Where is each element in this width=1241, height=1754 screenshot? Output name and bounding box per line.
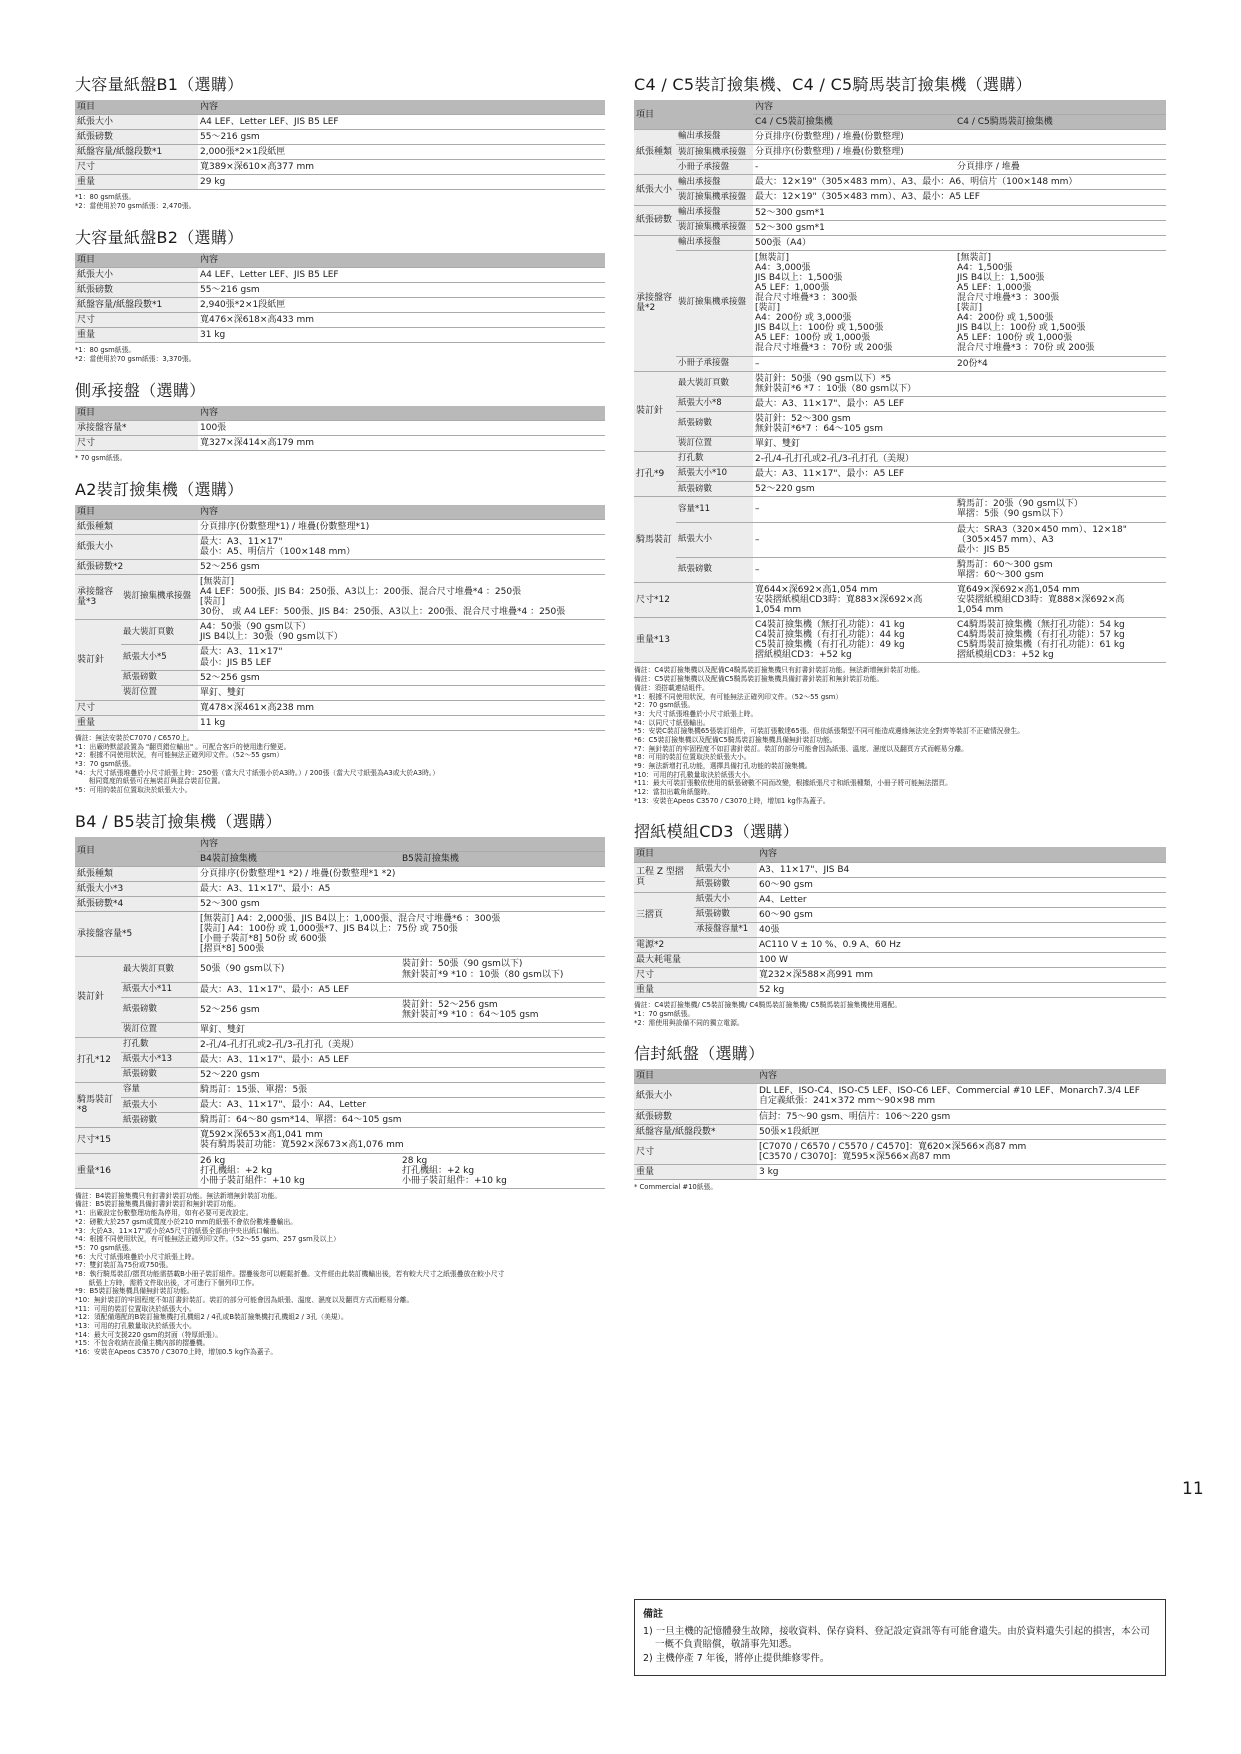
footnotes: *1：80 gsm紙張。 *2：當使用於70 gsm紙張：3,370張。 bbox=[75, 346, 196, 363]
table-row: 紙張磅數 – 騎馬訂：60～300 gsm 單摺：60～300 gsm bbox=[634, 557, 1166, 582]
remarks-title: 備註 bbox=[643, 1609, 663, 1620]
spec-table-folder-cd3 bbox=[634, 847, 1166, 998]
table-row: 尺寸 寬478×深461×高238 mm bbox=[75, 700, 605, 715]
header-item: 項目 bbox=[634, 847, 757, 862]
header-content: 內容 bbox=[198, 837, 605, 852]
table-row: 紙張大小*8 最大：A3、11×17"、最小：A5 LEF bbox=[634, 396, 1166, 411]
table-row: 尺寸*12 寬644×深692×高1,054 mm 安裝摺紙模組CD3時：寬883×深692×高 1,054 mm 寬649×深692×高1,054 mm 安裝摺紙模組CD3時：寬888×深692×高 1,054 mm bbox=[634, 582, 1166, 617]
table-row: 紙張大小 DL LEF、ISO-C4、ISO-C5 LEF、ISO-C6 LEF、Commercial #10 LEF、Monarch7.3/4 LEF 自定義紙張：241×372 mm～90×98 mm bbox=[634, 1084, 1166, 1109]
table-row: 尺寸 寬327×深414×高179 mm bbox=[75, 435, 605, 450]
table-row: 紙張大小*11 最大：A3、11×17"、最小：A5 LEF bbox=[75, 982, 605, 997]
spec-table-envelope-tray bbox=[634, 1069, 1166, 1180]
section-c4-c5-finisher bbox=[634, 72, 1166, 805]
section-title: B4 / B5裝訂撿集機（選購） bbox=[75, 811, 282, 831]
table-row: 紙張磅數 信封：75～90 gsm、明信片：106～220 gsm bbox=[634, 1109, 1166, 1124]
spec-table-b2 bbox=[75, 253, 605, 343]
table-row: 裝訂針 最大裝訂頁數 A4：50張（90 gsm以下） JIS B4以上：30張（90 gsm以下） bbox=[75, 620, 605, 645]
header-c4c5: C4 / C5裝訂撿集機 bbox=[753, 115, 955, 130]
table-row: 紙張大小*10 最大：A3、11×17"、最小：A5 LEF bbox=[634, 467, 1166, 482]
header-content: 內容 bbox=[198, 253, 605, 268]
table-row: 尺寸 [C7070 / C6570 / C5570 / C4570]：寬620×深566×高87 mm [C3570 / C3070]：寬595×深566×高87 mm bbox=[634, 1139, 1166, 1164]
table-row: 紙張磅數 52～220 gsm bbox=[75, 1068, 605, 1083]
section-b1 bbox=[75, 72, 605, 211]
section-title: 信封紙盤（選購） bbox=[634, 1044, 765, 1064]
section-a2-finisher bbox=[75, 477, 605, 795]
remarks-box bbox=[634, 1599, 1166, 1676]
section-title: 摺紙模組CD3（選購） bbox=[634, 822, 799, 842]
page-number: 11 bbox=[1182, 1479, 1204, 1499]
footnotes: *1：80 gsm紙張。 *2：當使用於70 gsm紙張：2,470張。 bbox=[75, 193, 196, 211]
section-b4-b5-finisher bbox=[75, 809, 605, 1357]
table-row: 裝訂位置 單釘、雙釘 bbox=[75, 685, 605, 700]
table-row: 紙張大小*5 最大：A3、11×17" 最小：JIS B5 LEF bbox=[75, 645, 605, 670]
table-row: 承接盤容量* 100張 bbox=[75, 420, 605, 435]
table-row: 紙張大小 A4 LEF、Letter LEF、JIS B5 LEF bbox=[75, 267, 605, 282]
table-row: 裝訂位置 單釘、雙釘 bbox=[634, 437, 1166, 452]
table-row: 紙張磅數*2 52～256 gsm bbox=[75, 559, 605, 574]
header-item: 項目 bbox=[75, 406, 198, 421]
section-side-tray bbox=[75, 378, 605, 463]
table-row: 紙張種類 分頁排序(份數整理*1 *2) / 堆疊(份數整理*1 *2) bbox=[75, 866, 605, 881]
table-row: 重量*16 26 kg 打孔機組：+2 kg 小冊子裝訂組件：+10 kg 28 kg 打孔機組：+2 kg 小冊子裝訂組件：+10 kg bbox=[75, 1153, 605, 1188]
table-row: 重量 3 kg bbox=[634, 1164, 1166, 1179]
spec-table-b4-b5-finisher bbox=[75, 837, 605, 1189]
table-row: 紙張種類 分頁排序(份數整理*1) / 堆疊(份數整理*1) bbox=[75, 519, 605, 534]
table-row: 工程 Z 型摺頁 紙張大小 A3、11×17"、JIS B4 bbox=[634, 862, 1166, 877]
table-row: 裝訂位置 單釘、雙釘 bbox=[75, 1022, 605, 1037]
footnotes: * Commercial #10紙張。 bbox=[634, 1182, 718, 1191]
table-row: 重量 29 kg bbox=[75, 175, 605, 190]
header-item: 項目 bbox=[75, 505, 198, 520]
table-row: 騎馬裝訂*8 容量 騎馬訂：15張、單摺：5張 bbox=[75, 1083, 605, 1098]
header-b4: B4裝訂撿集機 bbox=[198, 851, 400, 866]
section-envelope-tray bbox=[634, 1041, 1166, 1191]
table-row: 最大耗電量 100 W bbox=[634, 952, 1166, 967]
table-row: 承接盤容量*5 [無裝訂] A4：2,000張、JIS B4以上：1,000張、混合尺寸堆疊*6 ：300張 [裝訂] A4：100份 或 1,000張*7、JIS B4以上：75份 或 750張 [小冊子裝訂*8] 50份 或 600張 [摺頁*8] 500張 bbox=[75, 912, 605, 957]
table-row: 尺寸*15 寬592×深653×高1,041 mm 裝有騎馬裝訂功能：寬592×深673×高1,076 mm bbox=[75, 1128, 605, 1153]
table-row: 尺寸 寬476×深618×高433 mm bbox=[75, 313, 605, 328]
table-row: 重量 52 kg bbox=[634, 983, 1166, 998]
section-title: 側承接盤（選購） bbox=[75, 380, 206, 400]
footnotes: 備註：C4裝訂撿集機/ C5裝訂撿集機/ C4騎馬裝訂撿集機/ C5騎馬裝訂撿集機使用選配。 *1：70 gsm紙張。 *2：需使用與設備不同的獨立電源。 bbox=[634, 1001, 902, 1027]
table-row: 紙張磅數 輸出承接盤 52～300 gsm*1 bbox=[634, 205, 1166, 220]
header-item: 項目 bbox=[634, 1069, 757, 1084]
table-row: 紙張磅數 52～256 gsm 裝訂針：52～256 gsm 無針裝訂*9 *10 ：64～105 gsm bbox=[75, 997, 605, 1022]
remarks-item: 2) 主機停產 7 年後，將停止提供維修零件。 bbox=[643, 1653, 830, 1665]
header-b5: B5裝訂撿集機 bbox=[400, 851, 605, 866]
table-row: 紙盤容量/紙盤段數*1 2,000張*2×1段紙匣 bbox=[75, 145, 605, 160]
table-row: 紙張大小 最大：A3、11×17" 最小：A5、明信片（100×148 mm） bbox=[75, 534, 605, 559]
table-row: 尺寸 寬232×深588×高991 mm bbox=[634, 968, 1166, 983]
footnotes: 備註：C4裝訂撿集機以及配備C4騎馬裝訂撿集機只有釘書針裝訂功能。無法新增無針裝訂功能。 備註：C5裝訂撿集機以及配備C5騎馬裝訂撿集機具備釘書針裝訂和無針裝訂功能。 備註：須搭載連結組件。 *1：根據不同使用狀況，有可能無法正確列印文件。（52～55 gsm） *2：70 gsm紙張。 *3：大尺寸紙張堆疊於小尺寸紙張上時。 *4：以同尺寸紙張輸出。 *5：安裝C裝訂撿集機65張裝訂組件，可裝訂張數達65張。但依紙張類型不同可能造成邊緣無法完全對齊等裝訂不正確情況發生。 *6：C5裝訂撿集機以及配備C5騎馬裝訂撿集機具備無針裝訂功能。 *7：無針裝訂的牢固程度不如訂書針裝訂。裝訂的部分可能會因為紙張、溫度、濕度以及翻頁方式而輕易分離。 *8：可用的裝訂位置取決於紙張大小。 *9：無法新增打孔功能，選擇具備打孔功能的裝訂撿集機。 *10：可用的打孔數量取決於紙張大小。 *11：最大可裝訂張數依使用的紙張磅數不同而改變，根據紙張尺寸和紙張種類，小冊子將可能無法摺頁。 *12：當扣出載角紙盤時。 *13：安裝在Apeos C3570 / C3070上時，增加1 kg作為蓋子。 bbox=[634, 666, 1024, 805]
table-row: 紙張磅數 60～90 gsm bbox=[634, 907, 1166, 922]
section-title: 大容量紙盤B2（選購） bbox=[75, 227, 244, 247]
table-row: 紙盤容量/紙盤段數* 50張×1段紙匣 bbox=[634, 1124, 1166, 1139]
table-row: 承接盤容量*2 輸出承接盤 500張（A4） bbox=[634, 235, 1166, 250]
header-item: 項目 bbox=[75, 837, 198, 867]
table-row: 紙張大小 – 最大：SRA3（320×450 mm）、12×18" （305×457 mm）、A3 最小：JIS B5 bbox=[634, 522, 1166, 557]
header-content: 內容 bbox=[198, 505, 605, 520]
table-row: 紙張種類 輸出承接盤 分頁排序(份數整理) / 堆疊(份數整理) bbox=[634, 130, 1166, 145]
table-row: 紙盤容量/紙盤段數*1 2,940張*2×1段紙匣 bbox=[75, 298, 605, 313]
table-row: 紙張大小 A4 LEF、Letter LEF、JIS B5 LEF bbox=[75, 115, 605, 130]
section-title: 大容量紙盤B1（選購） bbox=[75, 75, 244, 94]
table-row: 承接盤容量*3 裝訂撿集機承接盤 [無裝訂] A4 LEF：500張、JIS B4：250張、A3以上：200張、混合尺寸堆疊*4 ：250張 [裝訂] 30份、 或 A4 LEF：500張、JIS B4：250張、A3以上：200張、混合尺寸堆疊*4 ：250張 bbox=[75, 575, 605, 620]
table-row: 紙張磅數 騎馬訂：64～80 gsm*14、單摺：64～105 gsm bbox=[75, 1113, 605, 1128]
table-row: 三摺頁 紙張大小 A4、Letter bbox=[634, 892, 1166, 907]
header-content: 內容 bbox=[757, 847, 1166, 862]
table-row: 打孔*9 打孔數 2-孔/4-孔打孔或2-孔/3-孔打孔（美規） bbox=[634, 452, 1166, 467]
table-row: 小冊子承接盤 - 分頁排序 / 堆疊 bbox=[634, 160, 1166, 175]
table-row: 紙張磅數 52～256 gsm bbox=[75, 670, 605, 685]
footnotes: * 70 gsm紙張。 bbox=[75, 453, 127, 462]
footnotes: 備註：無法安裝於C7070 / C6570上。 *1：出廠時默認設置為 "翻頁錯位輸出" 。可配合客戶的使用進行變更。 *2：根據不同使用狀況，有可能無法正確列印文件。（52～55 gsm） *3：70 gsm紙張。 *4：大尺寸紙張堆疊於小尺寸紙張上時：250張（當大尺寸紙張小於A3時。）/ 200張（當大尺寸紙張為A3或大於A3時。） 相同寬度的紙張可在無裝訂與混合裝訂位置。 *5：可用的裝訂位置取決於紙張大小。 bbox=[75, 733, 440, 795]
table-row: 紙張磅數*4 52～300 gsm bbox=[75, 897, 605, 912]
table-row: 紙張磅數 60～90 gsm bbox=[634, 877, 1166, 892]
table-row: 打孔*12 打孔數 2-孔/4-孔打孔或2-孔/3-孔打孔（美規） bbox=[75, 1037, 605, 1052]
table-row: 裝訂針 最大裝訂頁數 裝訂針：50張（90 gsm以下）*5 無針裝訂*6 *7 ：10張（80 gsm以下） bbox=[634, 371, 1166, 396]
table-row: 紙張磅數 52～220 gsm bbox=[634, 482, 1166, 497]
section-b2 bbox=[75, 225, 605, 364]
table-row: 電源*2 AC110 V ± 10 %、0.9 A、60 Hz bbox=[634, 937, 1166, 952]
section-title: C4 / C5裝訂撿集機、C4 / C5騎馬裝訂撿集機（選購） bbox=[634, 75, 1032, 94]
spec-table-b1 bbox=[75, 100, 605, 190]
spec-table-a2-finisher bbox=[75, 505, 605, 731]
right-column bbox=[634, 72, 1166, 1206]
left-column bbox=[75, 72, 605, 1371]
header-item: 項目 bbox=[634, 100, 753, 130]
table-row: 尺寸 寬389×深610×高377 mm bbox=[75, 160, 605, 175]
table-row: 紙張大小*3 最大：A3、11×17"、最小：A5 bbox=[75, 881, 605, 896]
table-row: 重量*13 C4裝訂撿集機（無打孔功能）：41 kg C4裝訂撿集機（有打孔功能）：44 kg C5裝訂撿集機（有打孔功能）：49 kg 摺紙模組CD3：+52 kg C4騎馬裝訂撿集機（無打孔功能）：54 kg C4騎馬裝訂撿集機（有打孔功能）：57 kg C5騎馬裝訂撿集機（有打孔功能）：61 kg 摺紙模組CD3：+52 kg bbox=[634, 618, 1166, 663]
header-content: 內容 bbox=[198, 100, 605, 115]
table-row: 裝訂撿集機承接盤 分頁排序(份數整理) / 堆疊(份數整理) bbox=[634, 145, 1166, 160]
table-row: 紙張大小*13 最大：A3、11×17"、最小：A5 LEF bbox=[75, 1053, 605, 1068]
header-item: 項目 bbox=[75, 253, 198, 268]
remarks-item: 1) 一旦主機的記憶體發生故障，接收資料、保存資料、登記設定資訊等有可能會遺失。由於資料遺失引起的損害，本公司一概不負責賠償，敬請事先知悉。 bbox=[643, 1625, 1150, 1651]
table-row: 紙張磅數 55～216 gsm bbox=[75, 130, 605, 145]
table-row: 裝訂撿集機承接盤 52～300 gsm*1 bbox=[634, 220, 1166, 235]
header-content: 內容 bbox=[753, 100, 1166, 115]
footnotes: 備註：B4裝訂撿集機只有釘書針裝訂功能。無法新增無針裝訂功能。 備註：B5裝訂撿集機具備釘書針裝訂和無針裝訂功能。 *1：出廠設定份數整理功能為停用，如有必要可更改設定。 *2：磅數大於257 gsm或寬度小於210 mm的紙張不會依份數堆疊輸出。 *3：大於A3、11×17"或小於A5尺寸的紙張全部由中央出紙口輸出。 *4：根據不同使用狀況，有可能無法正確列印文件。（52～55 gsm、257 gsm及以上） *5：70 gsm紙張。 *6：大尺寸紙張堆疊於小尺寸紙張上時。 *7：雙釘裝訂為75份或750張。 *8：執行騎馬裝訂/摺頁功能需搭載B小冊子裝訂組件。摺疊後您可以輕鬆折疊。文件經由此裝訂機輸出後，若有較大尺寸之紙張疊放在較小尺寸 紙張上方時，需將文件取出後，才可進行下個列印工作。 *9：B5裝訂撿集機具備無針裝訂功能。 *10：無針裝訂的牢固程度不如訂書針裝訂。裝訂的部分可能會因為紙張、溫度、濕度以及翻頁方式而輕易分離。 *11：可用的裝訂位置取決於紙張大小。 *12：須配備選配的B裝訂撿集機打孔機組2 / 4孔或B裝訂撿集機打孔機組2 / 3孔（美規）。 *13：可用的打孔數量取決於紙張大小。 *14：最大可支援220 gsm的封面（特厚紙張）。 *15：不包含收納在設備主機內部的摺疊機。 *16：安裝在Apeos C3570 / C3070上時，增加0.5 kg作為蓋子。 bbox=[75, 1191, 505, 1357]
spec-table-c4-c5-finisher bbox=[634, 100, 1166, 663]
table-row: 紙張磅數 裝訂針：52～300 gsm 無針裝訂*6*7 ：64～105 gsm bbox=[634, 411, 1166, 436]
table-row: 承接盤容量*1 40張 bbox=[634, 922, 1166, 937]
table-row: 紙張磅數 55～216 gsm bbox=[75, 283, 605, 298]
table-row: 裝訂針 最大裝訂頁數 50張（90 gsm以下) 裝訂針：50張（90 gsm以下) 無針裝訂*9 *10 ：10張（80 gsm以下) bbox=[75, 957, 605, 982]
table-row: 騎馬裝訂 容量*11 – 騎馬訂：20張（90 gsm以下） 單摺：5張（90 gsm以下） bbox=[634, 497, 1166, 522]
header-content: 內容 bbox=[198, 406, 605, 421]
header-item: 項目 bbox=[75, 100, 198, 115]
spec-table-side-tray bbox=[75, 406, 605, 451]
table-row: 重量 31 kg bbox=[75, 328, 605, 343]
section-folder-cd3 bbox=[634, 819, 1166, 1027]
header-content: 內容 bbox=[757, 1069, 1166, 1084]
table-row: 小冊子承接盤 – 20份*4 bbox=[634, 356, 1166, 371]
table-row: 紙張大小 輸出承接盤 最大：12×19"（305×483 mm）、A3、最小：A6、明信片（100×148 mm） bbox=[634, 175, 1166, 190]
table-row: 重量 11 kg bbox=[75, 715, 605, 730]
table-row: 裝訂撿集機承接盤 最大：12×19"（305×483 mm）、A3、最小：A5 LEF bbox=[634, 190, 1166, 205]
section-title: A2裝訂撿集機（選購） bbox=[75, 479, 244, 499]
header-c4c5-saddle: C4 / C5騎馬裝訂撿集機 bbox=[955, 115, 1166, 130]
table-row: 裝訂撿集機承接盤 [無裝訂] A4：3,000張 JIS B4以上：1,500張 A5 LEF：1,000張 混合尺寸堆疊*3 ：300張 [裝訂] A4：200份 或 3,000張 JIS B4以上：100份 或 1,500張 A5 LEF：100份 或 1,000張 混合尺寸堆疊*3 ：70份 或 200張 [無裝訂] A4：1,500張 JIS B4以上：1,500張 A5 LEF：1,000張 混合尺寸堆疊*3 ：300張 [裝訂] A4：200份 或 1,500張 JIS B4以上：100份 或 1,500張 A5 LEF：100份 或 1,000張 混合尺寸堆疊*3 ：70份 或 200張 bbox=[634, 250, 1166, 356]
table-row: 紙張大小 最大：A3、11×17"、最小：A4、Letter bbox=[75, 1098, 605, 1113]
